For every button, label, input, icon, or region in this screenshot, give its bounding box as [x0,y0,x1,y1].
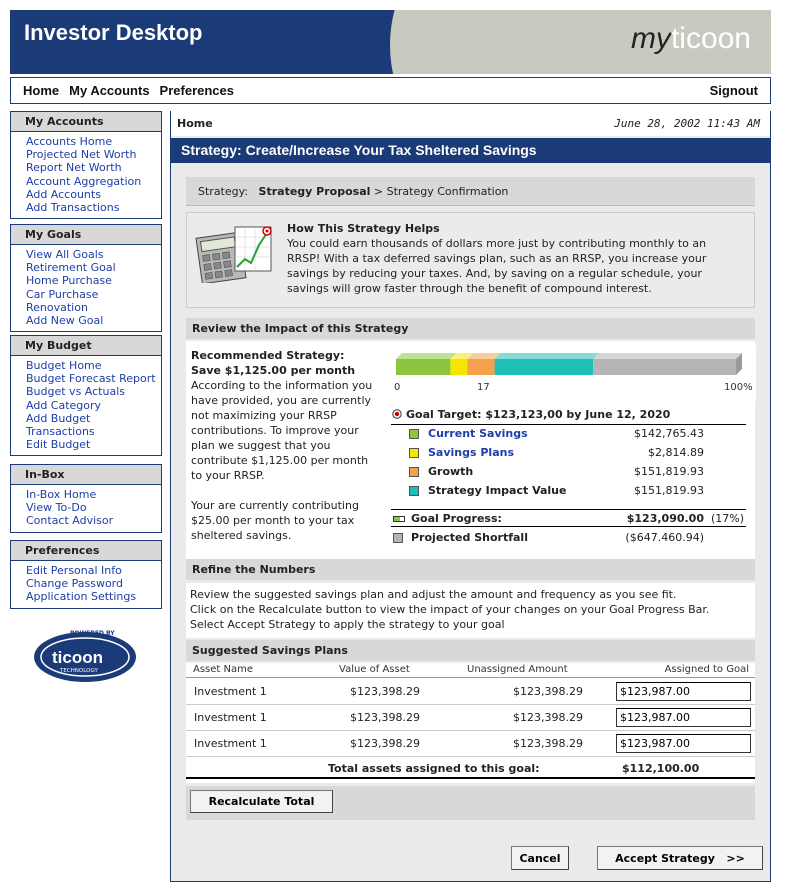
progress-segment-top [593,353,742,359]
sidebar-item-budget-home[interactable]: Budget Home [26,359,102,372]
projected-shortfall-row [391,529,746,547]
strategy-impact-label: Strategy Impact Value [428,484,567,497]
sidebar-item-change-password[interactable]: Change Password [26,577,123,591]
rec-amount: Save $1,125.00 per month [191,364,356,377]
refine-line-1: Review the suggested savings plan and adjust the amount and frequency as you see fit. [190,588,677,601]
rec-current: Your are currently contributing $25.00 per month to your tax sheltered savings. [191,499,359,542]
plans-heading: Suggested Savings Plans [186,640,755,661]
breadcrumb-bar [171,111,770,136]
sidebar-item-contact-advisor[interactable]: Contact Advisor [26,514,114,528]
table-row [186,731,755,757]
strategy-steps [186,177,755,206]
sidebar-heading: My Budget [11,336,161,356]
sidebar-item-add-category[interactable]: Add Category [26,398,102,412]
col-value-of-asset: Value of Asset [339,664,410,675]
nav-home[interactable]: Home [23,83,60,98]
sidebar-item-account-aggregation[interactable]: Account Aggregation [26,174,142,188]
savings-plans-value: $2,814.89 [648,446,704,459]
swatch-icon [393,533,403,543]
rec-title: Recommended Strategy: [191,349,345,362]
shortfall-value: ($647.460.94) [625,531,704,544]
datetime: June 28, 2002 11:43 AM [614,117,760,130]
step-current: Strategy Proposal [258,185,371,198]
total-value: $112,100.00 [622,762,700,775]
assigned-amount-input[interactable] [616,708,751,727]
helps-text: You could earn thousands of dollars more just by contributing monthly to an RRSP! With a tax deferred savings plan, such as an RRSP, you increase your savings by reducing your taxes. And, by saving on a regular schedule, your savings will grow faster through the benefit of compound interest. [287,237,707,295]
sidebar-item-view-all-goals[interactable]: View All Goals [26,248,104,261]
strategy-impact-value: $151,819.93 [634,484,704,497]
banner-curve-cut [390,10,520,74]
sidebar-item-retirement-goal[interactable]: Retirement Goal [26,261,116,275]
sidebar-heading: My Goals [11,225,161,245]
swatch-icon [409,486,419,496]
unassigned-amount: $123,398.29 [513,711,583,724]
growth-value: $151,819.93 [634,465,704,478]
steps-prefix: Strategy: [198,185,249,198]
asset-name: Investment 1 [194,711,267,724]
page-title: Strategy: Create/Increase Your Tax Sheltered Savings [171,138,770,163]
sidebar-item-projected-net-worth[interactable]: Projected Net Worth [26,148,137,162]
recommended-strategy [191,348,376,543]
total-label: Total assets assigned to this goal: [328,762,540,775]
col-assigned-to-goal: Assigned to Goal [664,664,749,675]
goal-row-strategy-impact [391,482,746,501]
sidebar-item-view-todo[interactable]: View To-Do [26,501,87,515]
main-panel [170,111,771,882]
sidebar-item-add-transactions[interactable]: Add Transactions [26,201,120,215]
nav-my-accounts[interactable]: My Accounts [69,83,150,98]
logo-name: ticoon [52,648,103,667]
tick-start: 0 [394,382,401,393]
recalculate-button[interactable]: Recalculate Total [190,790,333,813]
asset-name: Investment 1 [194,737,267,750]
goal-progress-bar [386,345,756,401]
goal-progress-label: Goal Progress: [411,512,502,525]
ticoon-logo [32,627,138,685]
sidebar-item-home-purchase[interactable]: Home Purchase [26,274,112,288]
calculator-chart-icon [195,223,275,283]
top-nav [10,77,771,104]
goal-breakdown [391,424,746,501]
progress-segment-growth [467,359,494,375]
unassigned-amount: $123,398.29 [513,737,583,750]
sidebar-item-transactions[interactable]: Transactions [26,425,95,439]
progress-segment-current-savings [396,359,450,375]
sidebar-item-edit-personal-info[interactable]: Edit Personal Info [26,564,122,577]
tick-mid: 17 [477,382,490,393]
brand-my: my [630,22,671,55]
steps-separator: > [373,185,384,198]
asset-value: $123,398.29 [350,711,420,724]
goal-row-current-savings [391,425,746,444]
sidebar-inbox [10,464,162,533]
total-row [186,759,755,779]
sidebar-item-budget-forecast-report[interactable]: Budget Forecast Report [26,372,156,386]
rec-text: According to the information you have provided, you are currently not maximizing your RRSP contributions. To improve your plan we suggest that you contribute $1,125.00 per month to your RRSP. [191,379,373,482]
logo-sub: TECHNOLOGY [60,668,98,674]
shortfall-label: Projected Shortfall [411,531,528,544]
sidebar-preferences [10,540,162,609]
progress-segment-strategy-impact-value [495,359,594,375]
goal-target [392,408,670,421]
strategy-helps-box [186,212,755,308]
current-savings-link[interactable]: Current Savings [428,427,528,440]
progress-segment-top [396,353,456,359]
sidebar-my-goals [10,224,162,332]
savings-plans-link[interactable]: Savings Plans [428,446,515,459]
goal-progress-row [391,509,746,527]
recalc-bar [186,786,755,820]
impact-heading: Review the Impact of this Strategy [186,318,755,339]
sidebar-item-add-new-goal[interactable]: Add New Goal [26,314,104,328]
refine-line-3: Select Accept Strategy to apply the strategy to your goal [190,618,505,631]
brand-logo [631,22,751,56]
swatch-icon [409,429,419,439]
col-asset-name: Asset Name [193,664,254,675]
growth-label: Growth [428,465,474,478]
current-savings-value: $142,765.43 [634,427,704,440]
sidebar-item-accounts-home[interactable]: Accounts Home [26,135,113,148]
step-next: Strategy Confirmation [386,185,509,198]
cancel-button[interactable]: Cancel [511,846,569,870]
goal-target-text: Goal Target: $123,123,00 by June 12, 2020 [406,408,671,421]
unassigned-amount: $123,398.29 [513,685,583,698]
sidebar-item-add-budget[interactable]: Add Budget [26,411,91,425]
progress-segment-savings-plans [450,359,467,375]
swatch-icon [409,467,419,477]
impact-area [186,341,755,559]
sidebar-heading: Preferences [11,541,161,561]
assigned-amount-input[interactable] [616,682,751,701]
app-title: Investor Desktop [24,20,203,45]
goal-progress-percent: (17%) [710,512,744,525]
header-banner [10,10,771,74]
sidebar-item-application-settings[interactable]: Application Settings [26,590,137,604]
signout-link[interactable]: Signout [709,83,758,98]
goal-progress-value: $123,090.00 [626,512,704,525]
asset-value: $123,398.29 [350,737,420,750]
brand-name: ticoon [670,22,751,55]
accept-strategy-button[interactable]: Accept Strategy >> [597,846,763,870]
table-row [186,705,755,731]
assigned-amount-input[interactable] [616,734,751,753]
progress-segment-projected-shortfall [593,359,736,375]
sidebar-item-inbox-home[interactable]: In-Box Home [26,488,97,501]
table-row [186,679,755,705]
sidebar-item-car-purchase[interactable]: Car Purchase [26,287,99,301]
asset-value: $123,398.29 [350,685,420,698]
col-unassigned-amount: Unassigned Amount [467,664,568,675]
progress-bar-mini-icon [393,516,405,522]
sidebar-item-edit-budget[interactable]: Edit Budget [26,438,91,452]
helps-title: How This Strategy Helps [287,222,440,235]
sidebar-item-renovation[interactable]: Renovation [26,300,88,314]
progress-bar-graphic [396,353,746,375]
swatch-icon [409,448,419,458]
savings-plans-table [186,663,755,783]
refine-heading: Refine the Numbers [186,559,755,580]
sidebar-heading: In-Box [11,465,161,485]
goal-row-savings-plans [391,444,746,463]
asset-name: Investment 1 [194,685,267,698]
sidebar-item-report-net-worth[interactable]: Report Net Worth [26,161,122,175]
refine-instructions [186,583,755,638]
table-header [186,663,755,678]
goal-row-growth [391,463,746,482]
tick-end: 100% [724,382,753,393]
sidebar-my-accounts [10,111,162,219]
refine-line-2: Click on the Recalculate button to view the impact of your changes on your Goal Progress Bar. [190,603,710,616]
sidebar-heading: My Accounts [11,112,161,132]
breadcrumb[interactable]: Home [177,117,213,130]
logo-powered-by: POWERED BY [70,630,115,637]
progress-segment-top [495,353,600,359]
nav-preferences[interactable]: Preferences [159,83,234,98]
sidebar-item-budget-vs-actuals[interactable]: Budget vs Actuals [26,385,125,399]
target-icon [392,409,402,419]
sidebar-my-budget [10,335,162,456]
sidebar-item-add-accounts[interactable]: Add Accounts [26,187,101,201]
